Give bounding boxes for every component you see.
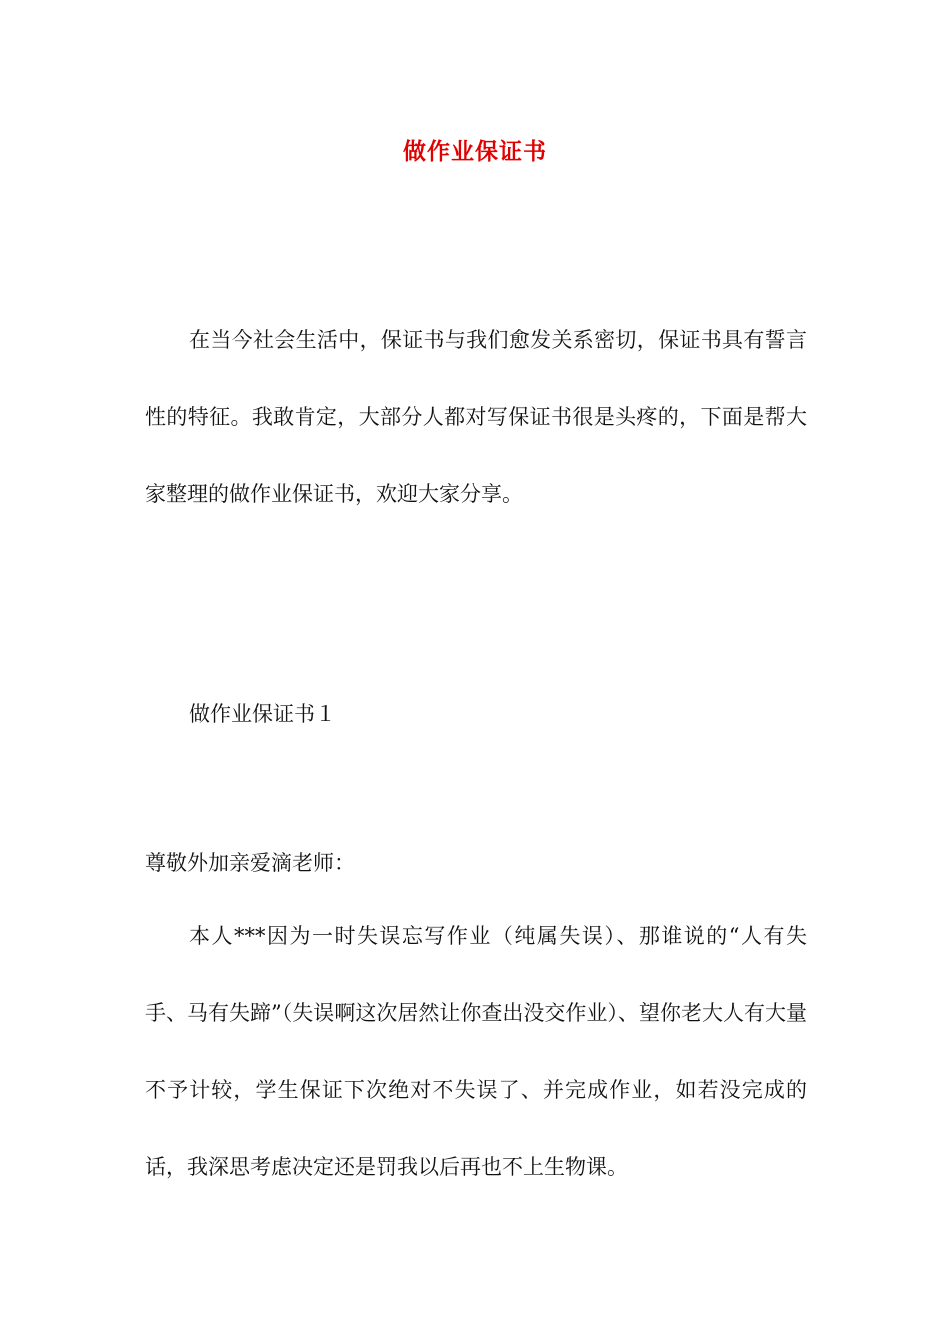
section-heading: 做作业保证书１: [189, 702, 336, 726]
salutation: 尊敬外加亲爱滴老师：: [145, 851, 355, 875]
document-title: 做作业保证书: [403, 138, 547, 165]
body-paragraph: 本人***因为一时失误忘写作业（纯属失误）、那谁说的“人有失手、马有失蹄”（失误啊这次居然让你查出没交作业）、望你老大人有大量不予计较，学生保证下次绝对不失误了、并完成作业，如若没完成的话，我深思考虑决定还是罚我以后再也不上生物课。: [145, 924, 807, 1179]
intro-paragraph: 在当今社会生活中，保证书与我们愈发关系密切，保证书具有誓言性的特征。我敢肯定，大部分人都对写保证书很是头疼的，下面是帮大家整理的做作业保证书，欢迎大家分享。: [145, 328, 807, 506]
